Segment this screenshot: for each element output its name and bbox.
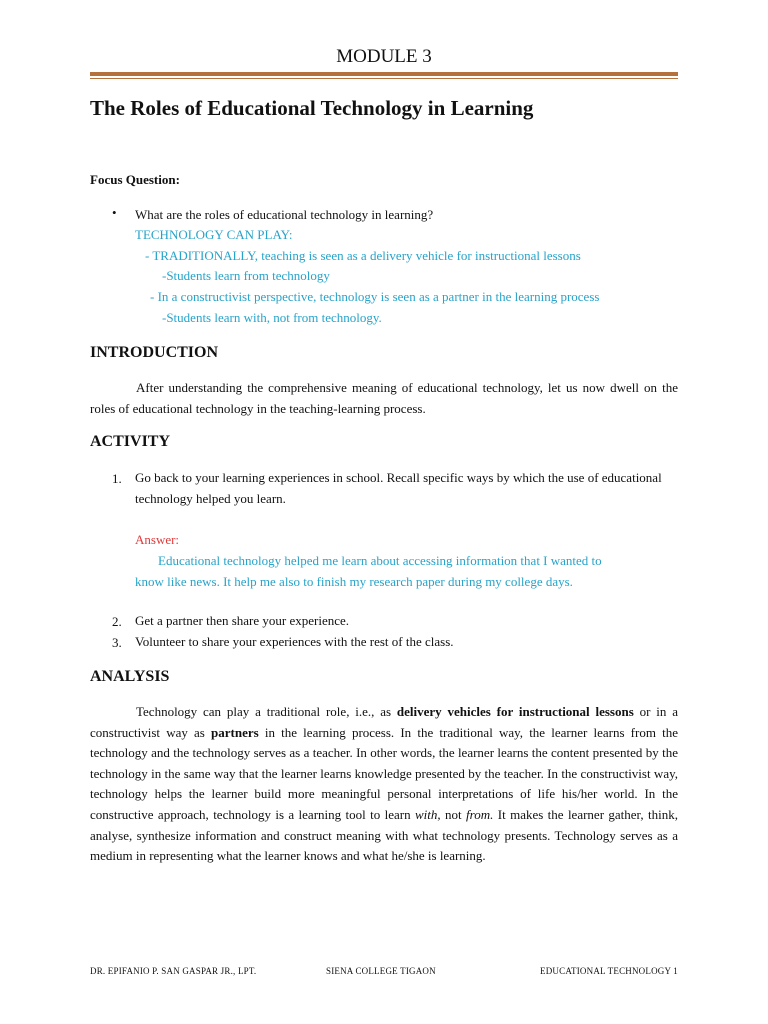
focus-note-2: - TRADITIONALLY, teaching is seen as a delivery vehicle for instructional lessons bbox=[145, 248, 581, 263]
introduction-paragraph: After understanding the comprehensive meaning of educational technology, let us now dwell on the roles of educational technology in the teaching-learning process. bbox=[90, 380, 678, 416]
analysis-text: It makes the learner gather, think, analyse, synthesize information and construct meaning with what technology presents. Technology serves as a medium in representing what the learner knows and what he/she is learning. bbox=[90, 806, 678, 864]
footer-course: EDUCATIONAL TECHNOLOGY 1 bbox=[540, 966, 678, 976]
analysis-emphasis: partners bbox=[211, 724, 259, 740]
analysis-paragraph bbox=[90, 702, 678, 867]
footer-school: SIENA COLLEGE TIGAON bbox=[326, 966, 436, 976]
footer-author: DR. EPIFANIO P. SAN GASPAR JR., LPT. bbox=[90, 966, 257, 976]
activity-item-text: Get a partner then share your experience. bbox=[135, 613, 350, 628]
header-rule-thin bbox=[90, 78, 678, 79]
focus-note-3: -Students learn from technology bbox=[162, 268, 330, 283]
module-header: MODULE 3 bbox=[336, 46, 432, 67]
activity-item-text: Go back to your learning experiences in school. Recall specific ways by which the use of educational technology helped you learn. bbox=[135, 470, 662, 506]
analysis-heading: ANALYSIS bbox=[90, 668, 170, 685]
analysis-text: not bbox=[440, 806, 467, 822]
analysis-text: Technology can play a traditional role, i.e., as bbox=[136, 704, 397, 719]
analysis-italic: with, bbox=[415, 806, 441, 822]
answer-line-1: Educational technology helped me learn about accessing information that I wanted to bbox=[158, 553, 602, 568]
activity-item-number: 3. bbox=[112, 635, 122, 650]
analysis-emphasis: delivery vehicles for instructional lessons bbox=[396, 704, 634, 719]
introduction-heading: INTRODUCTION bbox=[90, 344, 219, 361]
answer-line-2: know like news. It help me also to finish my research paper during my college days. bbox=[135, 574, 573, 589]
activity-item-text: Volunteer to share your experiences with the rest of the class. bbox=[135, 634, 454, 649]
activity-item-number: 1. bbox=[112, 471, 122, 486]
focus-note-5: -Students learn with, not from technology. bbox=[162, 310, 382, 325]
focus-question-label: Focus Question: bbox=[90, 172, 180, 187]
focus-note-4: - In a constructivist perspective, technology is seen as a partner in the learning process bbox=[150, 289, 600, 304]
document-title: The Roles of Educational Technology in Learning bbox=[90, 96, 534, 120]
bullet-icon: • bbox=[112, 205, 117, 220]
focus-note-1: TECHNOLOGY CAN PLAY: bbox=[135, 227, 293, 242]
analysis-text: in the learning process. In the traditional way, the learner learns from the technology and the technology serves as a teacher. In other words, the learner learns the content presented by the technology in the same way that the learner learns knowledge presented by the teacher. In the constructivist way, technology helps the learner build more meaningful personal interpretations of life his/her world. In the constructive approach, technology is a learning tool to learn bbox=[90, 724, 678, 822]
activity-heading: ACTIVITY bbox=[90, 433, 171, 450]
activity-item-number: 2. bbox=[112, 614, 122, 629]
analysis-text: or in a constructivist way as bbox=[90, 704, 678, 740]
focus-question-text: What are the roles of educational technology in learning? bbox=[135, 207, 434, 222]
header-rule-thick bbox=[90, 72, 678, 76]
answer-label: Answer: bbox=[135, 532, 180, 547]
analysis-italic: from. bbox=[466, 806, 494, 822]
